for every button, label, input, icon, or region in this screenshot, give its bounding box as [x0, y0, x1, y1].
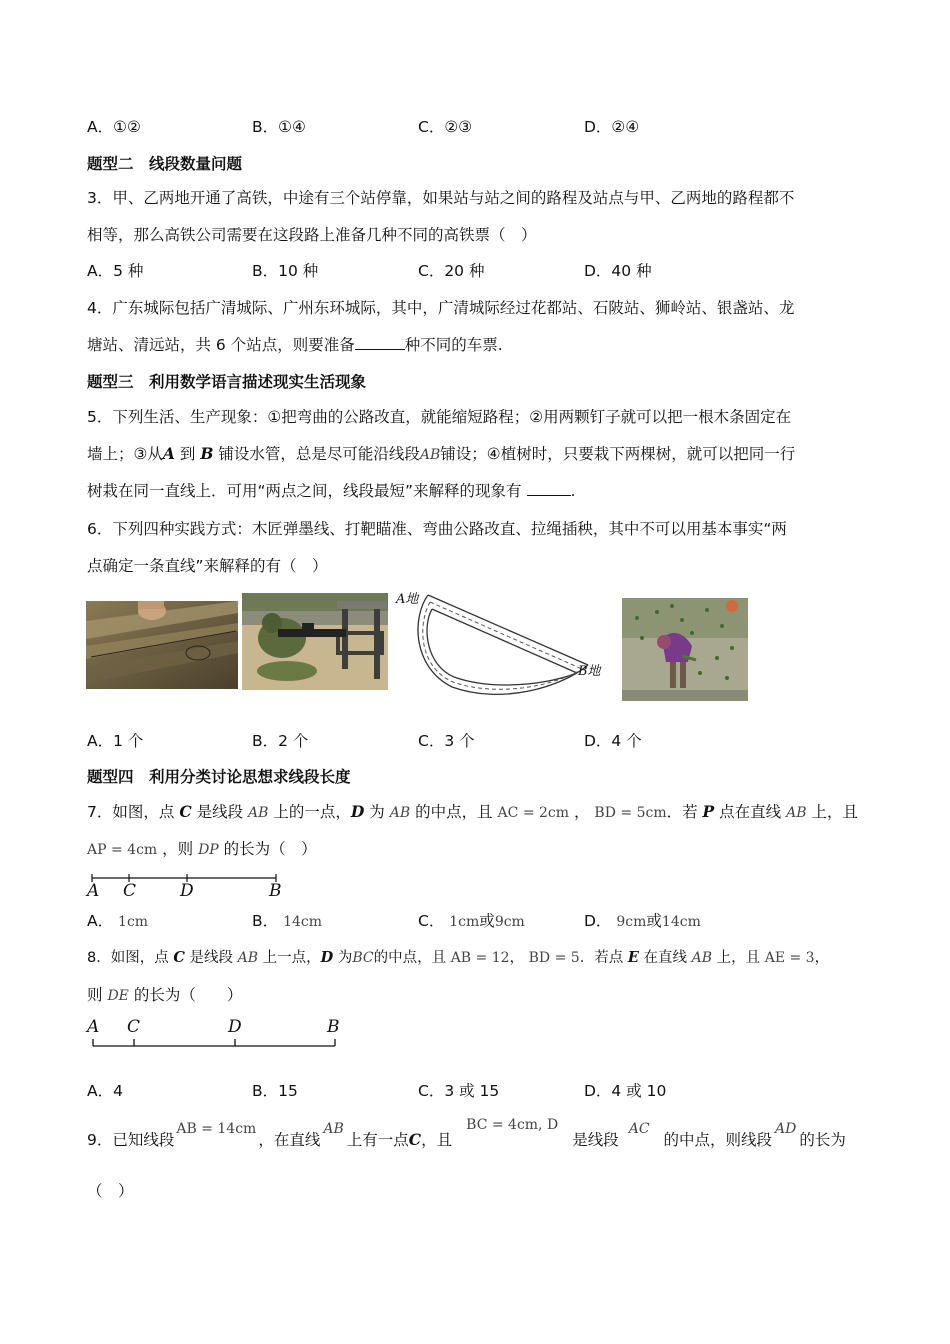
given-ae: AE = 3	[764, 950, 815, 966]
q8-text: ，	[509, 950, 525, 966]
segment-ad: AD	[775, 1121, 797, 1137]
section-heading-type4: 题型四 利用分类讨论思想求线段长度	[87, 768, 351, 786]
option-letter: C．	[418, 912, 445, 930]
q7-text: 的中点，且	[415, 803, 493, 821]
q9-text: 9．已知线段	[87, 1131, 175, 1149]
option-or: 或	[646, 912, 662, 930]
q3-option-c: C．20 种	[418, 262, 485, 280]
fig-label-b: B	[269, 881, 282, 901]
option-value: 1cm	[118, 914, 149, 930]
q7-text: 点在直线	[719, 803, 782, 821]
segment-dp: DP	[198, 842, 219, 858]
q7-text: 上，且	[811, 803, 858, 821]
q6-option-d: D．4 个	[584, 732, 642, 750]
q4-line2-post: 种不同的车票.	[404, 336, 503, 354]
q5-line3	[87, 481, 575, 501]
segment-de: DE	[107, 988, 129, 1004]
fig-label-d: D	[228, 1017, 242, 1037]
q6-option-b: B．2 个	[252, 732, 309, 750]
q4-line1: 4．广东城际包括广清城际、广州东环城际，其中，广清城际经过花都站、石陂站、狮岭站、银盏站、龙	[87, 299, 795, 317]
segment-ab: AB	[323, 1121, 344, 1137]
q8-text: 上一点，	[262, 950, 321, 966]
q7-text: 上的一点，	[273, 803, 351, 821]
q9-text: ，且	[421, 1131, 453, 1149]
given-ab: AB = 14cm	[176, 1121, 257, 1137]
q3-option-a: A．5 种	[87, 262, 144, 280]
q2-option-b: B．①④	[252, 118, 306, 136]
answer-blank	[355, 349, 405, 350]
q8-text: 的长为（ ）	[133, 986, 243, 1004]
point-c: C	[173, 949, 185, 966]
q8-text: ，	[814, 950, 830, 966]
q5-text: 树栽在同一直线上．可用“两点之间，线段最短”来解释的现象有	[87, 482, 522, 500]
option-value: 9cm	[494, 914, 525, 930]
option-value: 9cm	[616, 914, 647, 930]
segment-ac: AC	[628, 1121, 650, 1137]
q9-text: 上有一点	[346, 1131, 409, 1149]
q3-option-b: B．10 种	[252, 262, 319, 280]
segment-bc: BC	[352, 950, 374, 966]
q8-option-a: A．4	[87, 1082, 123, 1100]
fig-label-b: B	[327, 1017, 340, 1037]
q9-text: 是线段	[572, 1131, 619, 1149]
q9-line2: （ ）	[87, 1182, 134, 1200]
option-value: 14cm	[661, 914, 701, 930]
q7-option-b	[252, 911, 322, 932]
q9-text: 的中点，则线段	[663, 1131, 773, 1149]
q5-line2	[87, 444, 795, 465]
q7-line1	[87, 802, 858, 823]
q8-line1	[87, 948, 829, 968]
q9-text: ，在直线	[258, 1131, 321, 1149]
given-bd: BD = 5	[528, 950, 580, 966]
q8-text: 上，且	[716, 950, 761, 966]
q7-option-c	[418, 911, 525, 932]
point-e: E	[627, 949, 639, 966]
option-letter: D．	[584, 912, 612, 930]
q8-text: 的中点，且	[373, 950, 447, 966]
q7-text: 是线段	[196, 803, 244, 821]
point-d: D	[350, 802, 365, 821]
q5-text: 到	[179, 445, 196, 463]
fig-label-a: A	[87, 1017, 100, 1037]
q8-text: 是线段	[189, 950, 233, 966]
q5-text: .	[570, 482, 576, 500]
q8-text: 则	[87, 986, 103, 1004]
q3-line1: 3．甲、乙两地开通了高铁，中途有三个站停靠，如果站与站之间的路程及站点与甲、乙两地的路程都不	[87, 189, 795, 207]
q6-option-a: A．1 个	[87, 732, 144, 750]
q7-segment-figure	[84, 871, 294, 901]
q8-text: ．若点	[579, 950, 624, 966]
q2-option-a: A．①②	[87, 118, 141, 136]
q6-line2: 点确定一条直线”来解释的有（ ）	[87, 557, 328, 575]
q6-line1: 6．下列四种实践方式：木匠弹墨线、打靶瞄准、弯曲公路改直、拉绳插秧，其中不可以用基本事实“两	[87, 520, 787, 538]
q8-line2	[87, 985, 242, 1006]
q7-text: ，	[573, 803, 590, 821]
fig-label-c: C	[127, 1017, 141, 1037]
point-b: B	[200, 444, 214, 463]
option-or: 或	[479, 912, 495, 930]
segment-ab: AB	[786, 805, 807, 821]
q7-text: 7．如图，点	[87, 803, 175, 821]
q5-text: 铺设水管，总是尽可能沿线段	[218, 445, 420, 463]
q8-option-d: D．4 或 10	[584, 1082, 667, 1100]
segment-ab: AB	[248, 805, 269, 821]
q5-text: 墙上；③从	[87, 445, 163, 463]
q6-option-c: C．3 个	[418, 732, 475, 750]
given-bc: BC = 4cm, D	[466, 1117, 559, 1133]
q3-option-d: D．40 种	[584, 262, 652, 280]
q8-segment-figure	[84, 1014, 344, 1054]
given-ab: AB = 12	[450, 950, 510, 966]
q8-text: 8．如图，点	[87, 950, 169, 966]
segment-ab: AB	[237, 950, 259, 966]
q5-line1: 5．下列生活、生产现象：①把弯曲的公路改直，就能缩短路程；②用两颗钉子就可以把一根木条固定在	[87, 408, 792, 426]
q7-line2	[87, 839, 317, 860]
q8-option-c: C．3 或 15	[418, 1082, 500, 1100]
q7-option-a	[87, 911, 148, 932]
point-c: C	[179, 802, 192, 821]
segment-ab: AB	[389, 805, 411, 821]
q7-text: 为	[369, 803, 385, 821]
q7-option-d	[584, 911, 701, 932]
point-p: P	[702, 802, 715, 821]
answer-blank	[527, 495, 571, 496]
q8-option-b: B．15	[252, 1082, 298, 1100]
segment-ab: AB	[691, 950, 712, 966]
fig-label-c: C	[123, 881, 137, 901]
q7-text: ，则	[162, 840, 194, 858]
q7-text: ．若	[666, 803, 698, 821]
q7-text: 的长为（ ）	[223, 840, 317, 858]
fig-label-a: A	[87, 881, 100, 901]
point-c: C	[408, 1130, 422, 1149]
shooting-aim-photo	[242, 593, 388, 690]
carpenter-ink-line-photo	[86, 601, 238, 689]
given-ap: AP = 4cm	[87, 842, 158, 858]
section-heading-type3: 题型三 利用数学语言描述现实生活现象	[87, 373, 367, 391]
q4-line2-pre: 塘站、清远站，共 6 个站点，则要准备	[87, 336, 355, 354]
q4-line2	[87, 335, 503, 355]
q9-line1	[87, 1117, 846, 1151]
fig-label-b-place: B地	[578, 664, 601, 679]
section-heading-type2: 题型二 线段数量问题	[87, 155, 243, 173]
road-curve-diagram	[392, 587, 612, 707]
q8-text: 为	[337, 950, 353, 966]
rice-planting-photo	[622, 598, 748, 701]
given-ac: AC = 2cm	[497, 805, 570, 821]
option-letter: B．	[252, 912, 279, 930]
fig-label-a-place: A地	[396, 592, 419, 607]
option-value: 14cm	[283, 914, 323, 930]
q3-line2: 相等，那么高铁公司需要在这段路上准备几种不同的高铁票（ ）	[87, 226, 537, 244]
segment-ab: AB	[419, 447, 441, 463]
option-value: 1cm	[449, 914, 480, 930]
q9-text: 的长为	[799, 1131, 846, 1149]
fig-label-d: D	[180, 881, 194, 901]
q8-text: 在直线	[643, 950, 687, 966]
point-d: D	[320, 949, 334, 966]
q2-option-c: C．②③	[418, 118, 473, 136]
point-a: A	[162, 444, 175, 463]
option-letter: A．	[87, 912, 114, 930]
q2-option-d: D．②④	[584, 118, 640, 136]
q5-text: 铺设；④植树时，只要栽下两棵树，就可以把同一行	[440, 445, 796, 463]
given-bd: BD = 5cm	[594, 805, 667, 821]
